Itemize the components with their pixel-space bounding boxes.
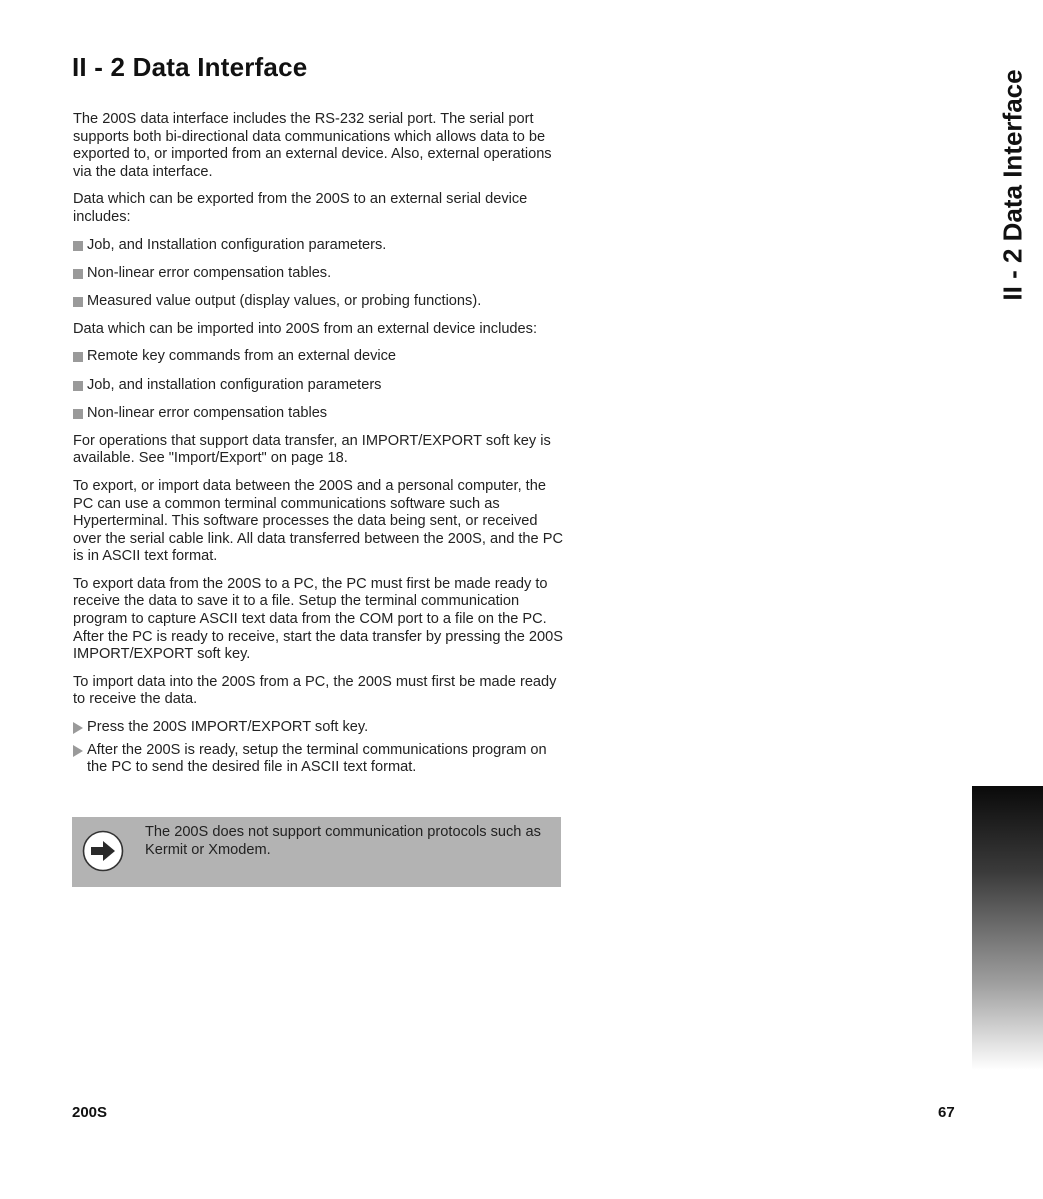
square-bullet-icon [73,241,83,251]
import-list-item [73,377,563,395]
square-bullet-icon [73,381,83,391]
square-bullet-icon [73,409,83,419]
square-bullet-icon [73,352,83,362]
triangle-step-icon [73,722,83,734]
side-chapter-title: II - 2 Data Interface [997,69,1028,301]
export-intro-paragraph: Data which can be exported from the 200S to an external serial device includes: [73,191,528,225]
triangle-step-icon [73,745,83,757]
list-item-text: Job, and installation configuration parameters [87,376,382,393]
step-text: Press the 200S IMPORT/EXPORT soft key. [87,719,369,736]
list-item-text: Non-linear error compensation tables. [87,264,332,281]
square-bullet-icon [73,269,83,279]
page-title: II - 2 Data Interface [72,52,308,82]
list-item-text: Non-linear error compensation tables [87,404,328,421]
intro-paragraph: The 200S data interface includes the RS-232 serial port. The serial port supports both bi-directional data communications which allows data to be exported to, or imported from an external device. Also, external operations via the data interface. [73,111,552,180]
import-intro-paragraph: Data which can be imported into 200S from an external device includes: [73,320,538,337]
list-item-text: Job, and Installation configuration parameters. [87,236,387,253]
procedure-step [73,742,563,777]
export-list-item [73,293,563,311]
import-list-item [73,405,563,423]
footer-page-number: 67 [938,1104,955,1121]
main-content [73,111,563,782]
import-list-item [73,348,563,366]
import-pc-paragraph: To import data into the 200S from a PC, the 200S must first be made ready to receive the data. [73,673,557,708]
export-list-item [73,265,563,283]
list-item-text: Remote key commands from an external device [87,348,397,365]
list-item-text: Measured value output (display values, or probing functions). [87,292,482,309]
arrow-right-icon [82,830,124,872]
note-box [72,817,561,887]
softkey-paragraph: For operations that support data transfer, an IMPORT/EXPORT soft key is available. See "Import/Export" on page 18. [73,432,551,467]
pc-transfer-paragraph: To export, or import data between the 200S and a personal computer, the PC can use a common terminal communications software such as Hyperterminal. This software processes the data being sent, or received over the serial cable link. All data transferred between the 200S, and the PC is in ASCII text format. [73,477,563,565]
step-text: After the 200S is ready, setup the terminal communications program on the PC to send the desired file in ASCII text format. [87,741,547,776]
procedure-step [73,719,563,737]
note-text: The 200S does not support communication protocols such as Kermit or Xmodem. [145,824,541,858]
chapter-tab-gradient [972,786,1043,1070]
export-pc-paragraph: To export data from the 200S to a PC, the PC must first be made ready to receive the data to save it to a file. Setup the terminal communication program to capture ASCII text data from the COM port to a file on the PC. After the PC is ready to receive, start the data transfer by pressing the 200S IMPORT/EXPORT soft key. [73,575,563,663]
footer-product-name: 200S [72,1104,108,1121]
square-bullet-icon [73,297,83,307]
export-list-item [73,237,563,255]
